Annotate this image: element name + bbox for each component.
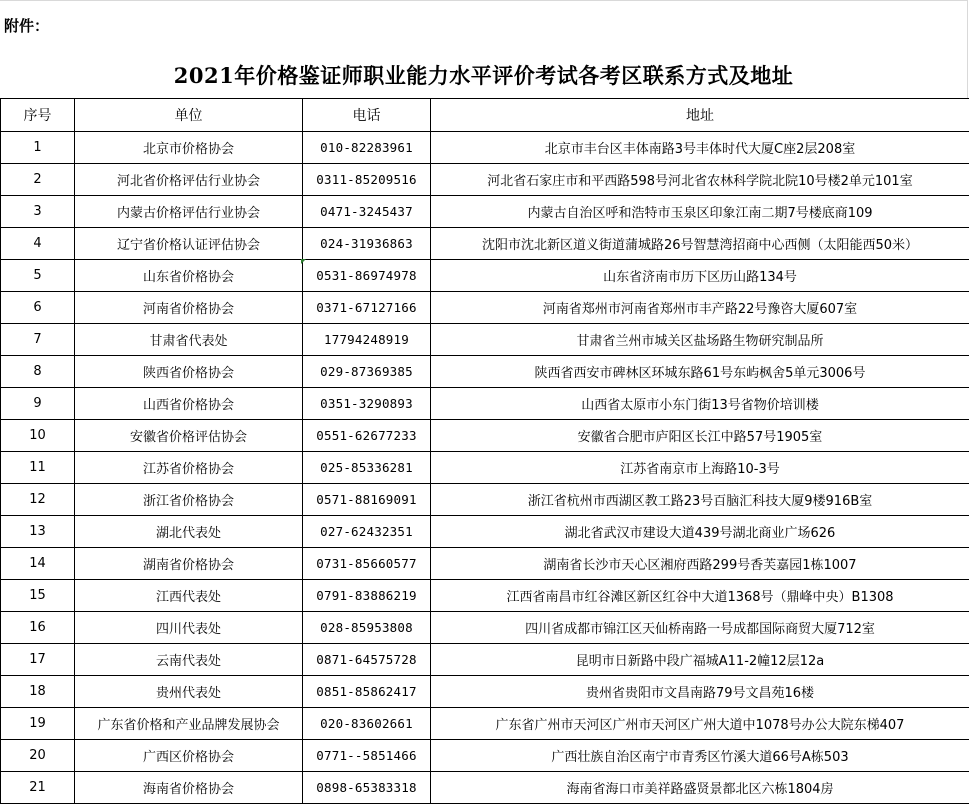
- unit-cell[interactable]: 河北省价格评估行业协会: [75, 164, 303, 196]
- unit-cell[interactable]: 浙江省价格协会: [75, 484, 303, 516]
- table-row: [1, 356, 969, 388]
- table-row: [1, 260, 969, 292]
- unit-cell[interactable]: 河南省价格协会: [75, 292, 303, 324]
- address-cell[interactable]: 甘肃省兰州市城关区盐场路生物研究制品所: [431, 324, 969, 356]
- phone-cell[interactable]: 0311-85209516: [303, 164, 431, 196]
- table-row: [1, 164, 969, 196]
- table-row: [1, 708, 969, 740]
- unit-cell[interactable]: 甘肃省代表处: [75, 324, 303, 356]
- table-row: [1, 644, 969, 676]
- unit-cell[interactable]: 云南代表处: [75, 644, 303, 676]
- address-cell[interactable]: 河北省石家庄市和平西路598号河北省农林科学院北院10号楼2单元101室: [431, 164, 969, 196]
- address-cell[interactable]: 浙江省杭州市西湖区教工路23号百脑汇科技大厦9楼916B室: [431, 484, 969, 516]
- unit-cell[interactable]: 江西代表处: [75, 580, 303, 612]
- unit-cell[interactable]: 湖北代表处: [75, 516, 303, 548]
- unit-cell[interactable]: 江苏省价格协会: [75, 452, 303, 484]
- attachment-label: 附件：: [4, 15, 49, 36]
- address-cell[interactable]: 北京市丰台区丰体南路3号丰体时代大厦C座2层208室: [431, 132, 969, 164]
- phone-cell[interactable]: 0471-3245437: [303, 196, 431, 228]
- table-row: [1, 228, 969, 260]
- index-cell[interactable]: 12: [1, 484, 75, 516]
- table-row: [1, 580, 969, 612]
- index-cell[interactable]: 4: [1, 228, 75, 260]
- address-cell[interactable]: 湖北省武汉市建设大道439号湖北商业广场626: [431, 516, 969, 548]
- phone-cell[interactable]: 029-87369385: [303, 356, 431, 388]
- attachment-row: [0, 0, 968, 50]
- table-row: [1, 772, 969, 804]
- table-row: [1, 132, 969, 164]
- table-row: [1, 612, 969, 644]
- index-cell[interactable]: 7: [1, 324, 75, 356]
- address-cell[interactable]: 广东省广州市天河区广州市天河区广州大道中1078号办公大院东梯407: [431, 708, 969, 740]
- index-cell[interactable]: 17: [1, 644, 75, 676]
- index-cell[interactable]: 1: [1, 132, 75, 164]
- phone-cell[interactable]: 027-62432351: [303, 516, 431, 548]
- index-cell[interactable]: 16: [1, 612, 75, 644]
- address-cell[interactable]: 山西省太原市小东门街13号省物价培训楼: [431, 388, 969, 420]
- header-index[interactable]: 序号: [1, 99, 75, 132]
- unit-cell[interactable]: 辽宁省价格认证评估协会: [75, 228, 303, 260]
- phone-cell[interactable]: 0791-83886219: [303, 580, 431, 612]
- header-unit[interactable]: 单位: [75, 99, 303, 132]
- table-row: [1, 548, 969, 580]
- index-cell[interactable]: 6: [1, 292, 75, 324]
- index-cell[interactable]: 19: [1, 708, 75, 740]
- address-cell[interactable]: 陕西省西安市碑林区环城东路61号东屿枫舍5单元3006号: [431, 356, 969, 388]
- phone-cell[interactable]: 0351-3290893: [303, 388, 431, 420]
- phone-cell[interactable]: 0871-64575728: [303, 644, 431, 676]
- table-row: [1, 676, 969, 708]
- address-cell[interactable]: 安徽省合肥市庐阳区长江中路57号1905室: [431, 420, 969, 452]
- address-cell[interactable]: 海南省海口市美祥路盛贤景都北区六栋1804房: [431, 772, 969, 804]
- unit-cell[interactable]: 广东省价格和产业品牌发展协会: [75, 708, 303, 740]
- phone-cell[interactable]: 010-82283961: [303, 132, 431, 164]
- index-cell[interactable]: 18: [1, 676, 75, 708]
- header-row: [1, 99, 969, 132]
- phone-cell[interactable]: 0851-85862417: [303, 676, 431, 708]
- table-row: [1, 388, 969, 420]
- address-cell[interactable]: 贵州省贵阳市文昌南路79号文昌苑16楼: [431, 676, 969, 708]
- phone-cell[interactable]: 024-31936863: [303, 228, 431, 260]
- phone-cell[interactable]: 0531-86974978: [303, 260, 431, 292]
- table-row: [1, 516, 969, 548]
- unit-cell[interactable]: 山西省价格协会: [75, 388, 303, 420]
- index-cell[interactable]: 13: [1, 516, 75, 548]
- phone-cell[interactable]: 17794248919: [303, 324, 431, 356]
- address-cell[interactable]: 昆明市日新路中段广福城A11-2幢12层12a: [431, 644, 969, 676]
- unit-cell[interactable]: 北京市价格协会: [75, 132, 303, 164]
- header-phone[interactable]: 电话: [303, 99, 431, 132]
- index-cell[interactable]: 9: [1, 388, 75, 420]
- index-cell[interactable]: 20: [1, 740, 75, 772]
- unit-cell[interactable]: 四川代表处: [75, 612, 303, 644]
- table-row: [1, 292, 969, 324]
- address-cell[interactable]: 湖南省长沙市天心区湘府西路299号香芙嘉园1栋1007: [431, 548, 969, 580]
- index-cell[interactable]: 21: [1, 772, 75, 804]
- phone-cell[interactable]: 0898-65383318: [303, 772, 431, 804]
- phone-cell[interactable]: 0731-85660577: [303, 548, 431, 580]
- address-cell[interactable]: 山东省济南市历下区历山路134号: [431, 260, 969, 292]
- address-cell[interactable]: 江苏省南京市上海路10-3号: [431, 452, 969, 484]
- phone-cell[interactable]: 0551-62677233: [303, 420, 431, 452]
- address-cell[interactable]: 河南省郑州市河南省郑州市丰产路22号豫咨大厦607室: [431, 292, 969, 324]
- unit-cell[interactable]: 广西区价格协会: [75, 740, 303, 772]
- address-cell[interactable]: 四川省成都市锦江区天仙桥南路一号成都国际商贸大厦712室: [431, 612, 969, 644]
- unit-cell[interactable]: 贵州代表处: [75, 676, 303, 708]
- comment-marker-icon: [301, 259, 306, 264]
- address-cell[interactable]: 江西省南昌市红谷滩区新区红谷中大道1368号（鼎峰中央）B1308: [431, 580, 969, 612]
- phone-cell[interactable]: 025-85336281: [303, 452, 431, 484]
- index-cell[interactable]: 11: [1, 452, 75, 484]
- phone-cell[interactable]: 0571-88169091: [303, 484, 431, 516]
- address-cell[interactable]: 沈阳市沈北新区道义街道蒲城路26号智慧湾招商中心西侧（太阳能西50米）: [431, 228, 969, 260]
- unit-cell[interactable]: 内蒙古价格评估行业协会: [75, 196, 303, 228]
- table-row: [1, 324, 969, 356]
- index-cell[interactable]: 10: [1, 420, 75, 452]
- unit-cell[interactable]: 海南省价格协会: [75, 772, 303, 804]
- title-row: [0, 50, 968, 98]
- index-cell[interactable]: 14: [1, 548, 75, 580]
- unit-cell[interactable]: 山东省价格协会: [75, 260, 303, 292]
- phone-cell[interactable]: 020-83602661: [303, 708, 431, 740]
- table-row: [1, 196, 969, 228]
- phone-cell[interactable]: 0771--5851466: [303, 740, 431, 772]
- index-cell[interactable]: 3: [1, 196, 75, 228]
- contact-table: [0, 98, 969, 804]
- unit-cell[interactable]: 陕西省价格协会: [75, 356, 303, 388]
- table-row: [1, 484, 969, 516]
- index-cell[interactable]: 8: [1, 356, 75, 388]
- address-cell[interactable]: 内蒙古自治区呼和浩特市玉泉区印象江南二期7号楼底商109: [431, 196, 969, 228]
- index-cell[interactable]: 5: [1, 260, 75, 292]
- table-row: [1, 452, 969, 484]
- unit-cell[interactable]: 安徽省价格评估协会: [75, 420, 303, 452]
- unit-cell[interactable]: 湖南省价格协会: [75, 548, 303, 580]
- page-title: 2021年价格鉴证师职业能力水平评价考试各考区联系方式及地址: [0, 60, 967, 90]
- address-cell[interactable]: 广西壮族自治区南宁市青秀区竹溪大道66号A栋503: [431, 740, 969, 772]
- header-address[interactable]: 地址: [431, 99, 969, 132]
- phone-cell[interactable]: 0371-67127166: [303, 292, 431, 324]
- index-cell[interactable]: 2: [1, 164, 75, 196]
- table-row: [1, 420, 969, 452]
- table-row: [1, 740, 969, 772]
- index-cell[interactable]: 15: [1, 580, 75, 612]
- phone-cell[interactable]: 028-85953808: [303, 612, 431, 644]
